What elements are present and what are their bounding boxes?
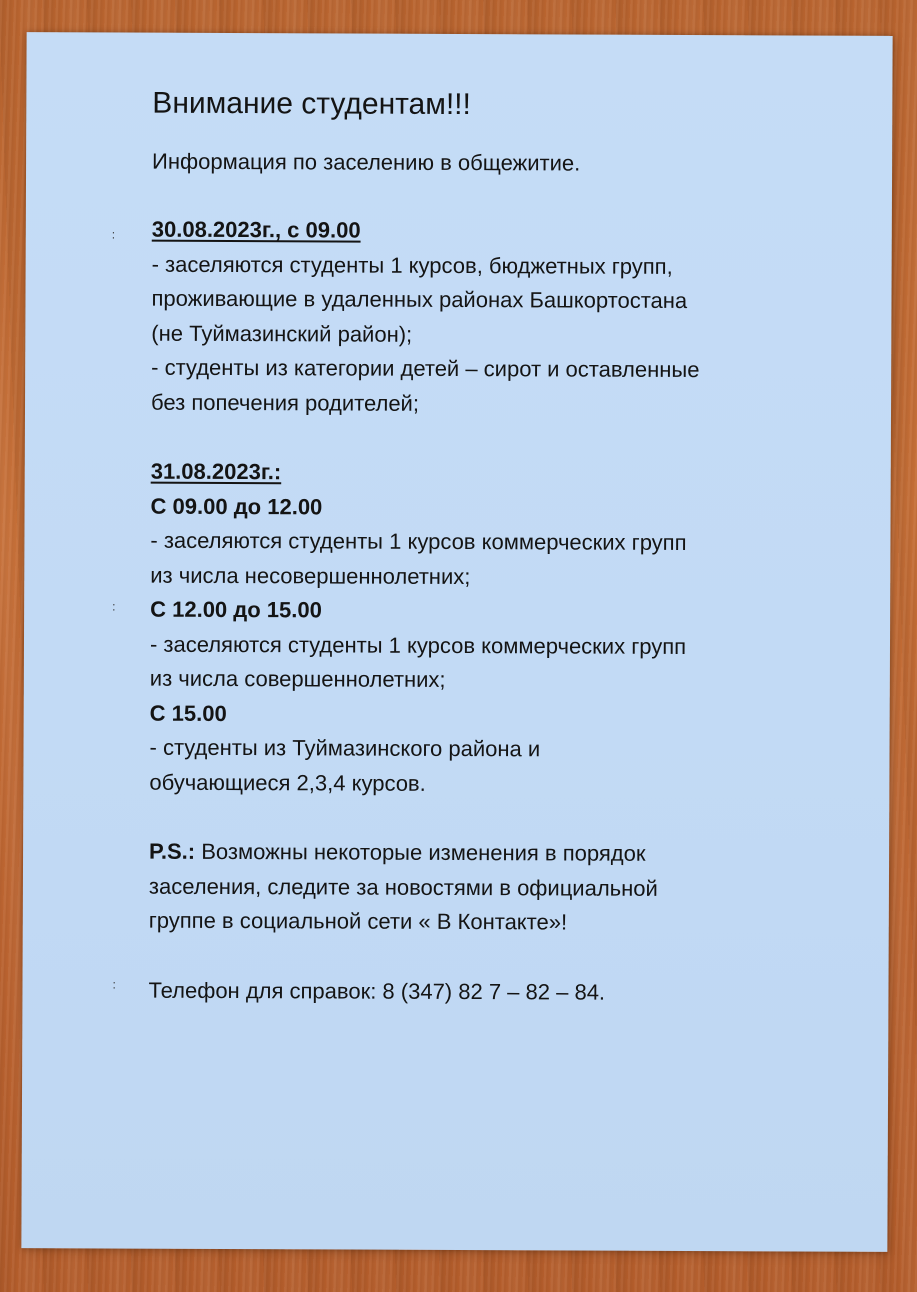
ps-label: P.S.: xyxy=(149,838,196,864)
spacer xyxy=(149,800,849,838)
time-slot-line: - заселяются студенты 1 курсов коммерческих групп xyxy=(149,631,687,659)
time-slot-heading: С 15.00 xyxy=(149,700,227,726)
margin-mark: : xyxy=(112,977,116,992)
time-slot-line: - студенты из Туймазинского района и xyxy=(149,734,541,762)
ps-first-line xyxy=(149,835,849,873)
ps-text: Возможны некоторые изменения в порядок xyxy=(195,838,646,866)
time-slot-line: из числа несовершеннолетних; xyxy=(150,562,471,589)
spacer xyxy=(149,938,849,976)
phone-line: Телефон для справок: 8 (347) 82 7 – 82 – 84. xyxy=(148,977,606,1005)
day1-line: - заселяются студенты 1 курсов, бюджетных групп, xyxy=(151,251,673,279)
day1-line: - студенты из категории детей – сирот и оставленные xyxy=(151,354,700,383)
notice-text xyxy=(148,85,852,1011)
margin-mark: : xyxy=(111,227,116,242)
day2-heading: 31.08.2023г.: xyxy=(150,458,282,485)
day2-section xyxy=(149,455,850,803)
margin-mark: : xyxy=(112,599,116,614)
time-slot-heading: С 12.00 до 15.00 xyxy=(150,596,322,623)
notice-subtitle: Информация по заселению в общежитие. xyxy=(152,148,581,176)
ps-line: группе в социальной сети « В Контакте»! xyxy=(148,907,568,935)
time-slot-line: обучающиеся 2,3,4 курсов. xyxy=(149,769,426,796)
day1-line: проживающие в удаленных районах Башкортостана xyxy=(151,285,688,314)
day1-line: без попечения родителей; xyxy=(150,389,420,416)
day1-line: (не Туймазинский район); xyxy=(151,320,413,347)
ps-section xyxy=(149,835,849,942)
day1-heading: 30.08.2023г., с 09.00 xyxy=(151,216,361,243)
ps-line: заселения, следите за новостями в официальной xyxy=(148,873,658,901)
spacer xyxy=(151,420,851,458)
day1-section xyxy=(151,213,852,423)
notice-title: Внимание студентам!!! xyxy=(152,86,471,122)
time-slot-line: - заселяются студенты 1 курсов коммерческих групп xyxy=(150,527,687,556)
time-slot-heading: С 09.00 до 12.00 xyxy=(150,493,323,519)
notice-paper xyxy=(21,32,892,1252)
time-slot-line: из числа совершеннолетних; xyxy=(149,665,446,692)
